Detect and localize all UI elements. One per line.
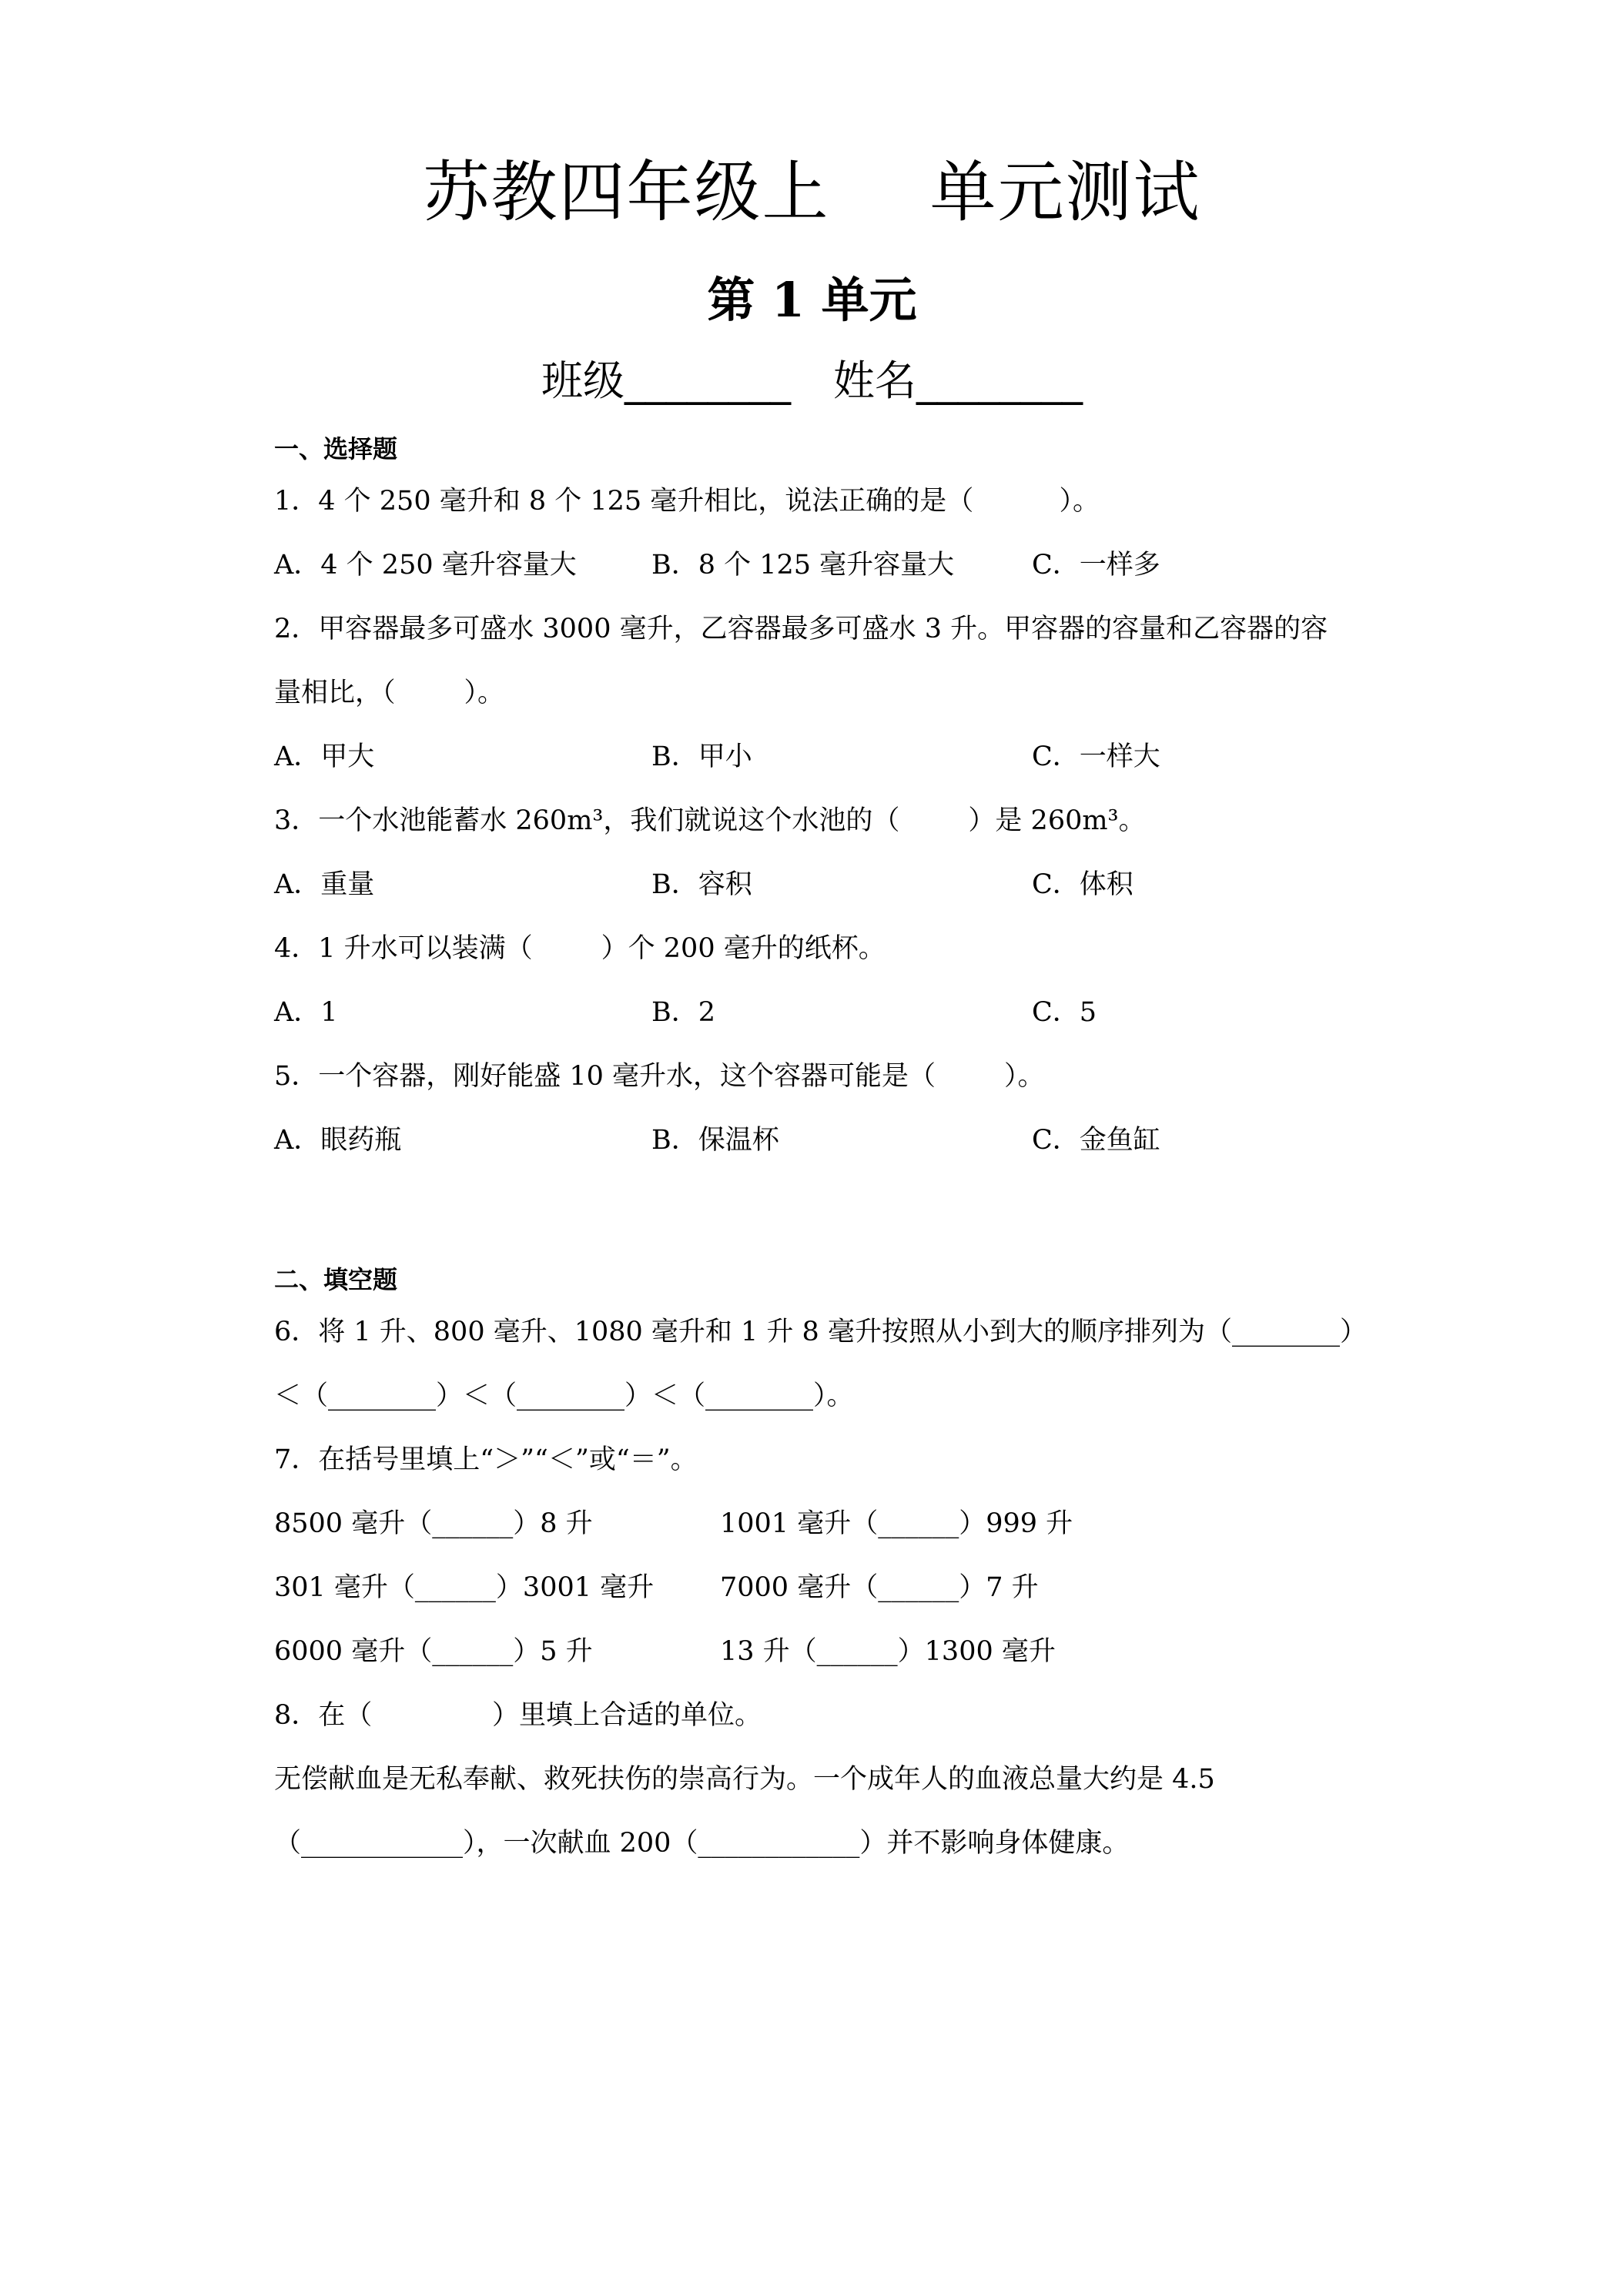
class-name-line — [0, 348, 1624, 407]
class-field: 班级________ — [541, 356, 791, 405]
unit-subtitle: 第 1 单元 — [707, 272, 917, 328]
q1-option-c: C．一样多 — [1032, 550, 1160, 581]
question-7: 7．在括号里填上“＞”“＜”或“＝”。 — [274, 1444, 698, 1475]
question-3: 3．一个水池能蓄水 260m³，我们就说这个水池的（ ）是 260m³。 — [274, 805, 1146, 836]
question-8-passage-line-2: （____________），一次献血 200（____________）并不影响身体健康。 — [274, 1828, 1130, 1859]
question-6-line-1: 6．将 1 升、800 毫升、1080 毫升和 1 升 8 毫升按照从小到大的顺序排列为（________） — [274, 1317, 1367, 1347]
q7-row-3-left: 6000 毫升（______）5 升 — [274, 1636, 593, 1667]
question-4: 4．1 升水可以装满（ ）个 200 毫升的纸杯。 — [274, 933, 886, 964]
question-1: 1．4 个 250 毫升和 8 个 125 毫升相比，说法正确的是（ ）。 — [274, 486, 1100, 517]
title-left: 苏教四年级上 — [423, 154, 830, 231]
q7-row-2-right: 7000 毫升（______）7 升 — [720, 1572, 1039, 1603]
q7-row-3-right: 13 升（______）1300 毫升 — [720, 1636, 1056, 1667]
section-heading-choice: 一、选择题 — [274, 434, 398, 464]
q3-option-c: C．体积 — [1032, 869, 1133, 900]
page-title — [0, 139, 1624, 234]
q3-option-a: A．重量 — [274, 869, 375, 900]
q2-option-b: B．甲小 — [651, 741, 752, 772]
question-8: 8．在（ ）里填上合适的单位。 — [274, 1700, 762, 1731]
q5-option-a: A．眼药瓶 — [274, 1125, 402, 1156]
q7-row-2-left: 301 毫升（______）3001 毫升 — [274, 1572, 655, 1603]
question-2-line-2: 量相比，（ ）。 — [274, 678, 505, 708]
q2-option-c: C．一样大 — [1032, 741, 1160, 772]
q1-option-b: B．8 个 125 毫升容量大 — [651, 550, 955, 581]
q3-option-b: B．容积 — [651, 869, 752, 900]
q5-option-b: B．保温杯 — [651, 1125, 779, 1156]
q7-row-1-left: 8500 毫升（______）8 升 — [274, 1508, 593, 1539]
question-2-line-1: 2．甲容器最多可盛水 3000 毫升，乙容器最多可盛水 3 升。甲容器的容量和乙容器的容 — [274, 614, 1328, 644]
q5-option-c: C．金鱼缸 — [1032, 1125, 1160, 1156]
q4-option-a: A．1 — [274, 997, 338, 1028]
question-8-passage-line-1: 无偿献血是无私奉献、救死扶伤的崇高行为。一个成年人的血液总量大约是 4.5 — [274, 1764, 1215, 1795]
question-5: 5．一个容器，刚好能盛 10 毫升水，这个容器可能是（ ）。 — [274, 1061, 1045, 1092]
q7-row-1-right: 1001 毫升（______）999 升 — [720, 1508, 1073, 1539]
section-heading-fill: 二、填空题 — [274, 1265, 398, 1294]
q4-option-c: C．5 — [1032, 997, 1097, 1028]
q4-option-b: B．2 — [651, 997, 715, 1028]
question-6-line-2: ＜（________）＜（________）＜（________）。 — [274, 1381, 854, 1411]
title-right: 单元测试 — [929, 154, 1201, 231]
name-field: 姓名________ — [833, 356, 1083, 405]
q1-option-a: A．4 个 250 毫升容量大 — [274, 550, 577, 581]
q2-option-a: A．甲大 — [274, 741, 375, 772]
